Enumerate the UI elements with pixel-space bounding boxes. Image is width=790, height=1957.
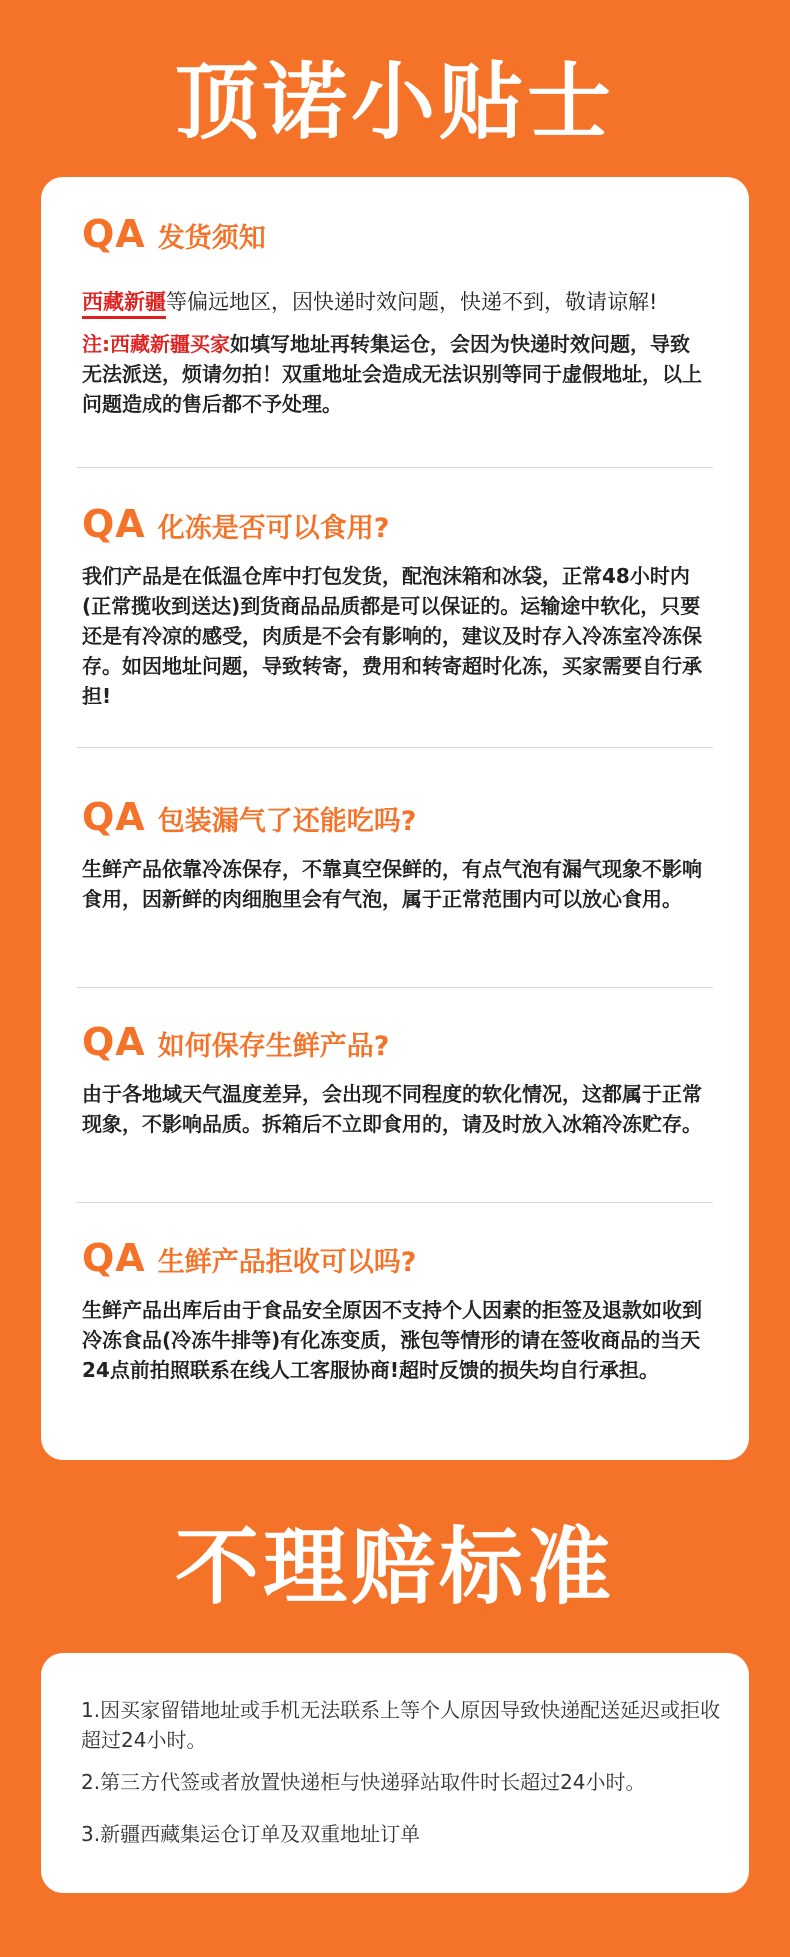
region-highlight: 西藏新疆 — [82, 290, 166, 319]
qa-mark: QA — [82, 1236, 146, 1280]
divider — [77, 467, 713, 468]
qa-card — [41, 177, 749, 1460]
qa-mark: QA — [82, 795, 146, 839]
qa-title: 化冻是否可以食用? — [157, 513, 390, 544]
qa-note — [82, 329, 708, 419]
qa-mark: QA — [82, 1020, 146, 1064]
qa-title: 包装漏气了还能吃吗? — [157, 806, 417, 837]
qa-mark: QA — [82, 502, 146, 546]
qa-item-leak — [82, 795, 708, 914]
rule-item: 3.新疆西藏集运仓订单及双重地址订单 — [81, 1822, 421, 1846]
qa-body: 生鲜产品出库后由于食品安全原因不支持个人因素的拒签及退款如收到冷冻食品(冷冻牛排等)有化冻变质，涨包等情形的请在签收商品的当天24点前拍照联系在线人工客服协商!超时反馈的损失均自行承担。 — [82, 1298, 702, 1382]
qa-body: 由于各地域天气温度差异，会出现不同程度的软化情况，这都属于正常现象，不影响品质。拆箱后不立即食用的，请及时放入冰箱冷冻贮存。 — [82, 1082, 702, 1136]
qa-title: 发货须知 — [157, 223, 266, 254]
qa-body: 生鲜产品依靠冷冻保存，不靠真空保鲜的，有点气泡有漏气现象不影响食用，因新鲜的肉细胞里会有气泡，属于正常范围内可以放心食用。 — [82, 857, 702, 911]
qa-line — [82, 287, 708, 317]
qa-item-shipping — [82, 212, 708, 419]
note-text: 如填写地址再转集运仓，会因为快递时效问题，导致无法派送，烦请勿拍！双重地址会造成无法识别等同于虚假地址，以上问题造成的售后都不予处理。 — [82, 332, 702, 416]
qa-title: 如何保存生鲜产品? — [157, 1031, 390, 1062]
qa-mark: QA — [82, 212, 146, 256]
note-highlight: 注:西藏新疆买家 — [82, 332, 230, 356]
qa-title: 生鲜产品拒收可以吗? — [157, 1247, 417, 1278]
divider — [77, 987, 713, 988]
qa-text: 等偏远地区，因快递时效问题，快递不到，敬请谅解! — [166, 290, 658, 314]
qa-body: 我们产品是在低温仓库中打包发货，配泡沫箱和冰袋，正常48小时内(正常揽收到送达)到货商品品质都是可以保证的。运输途中软化，只要还是有冷凉的感受，肉质是不会有影响的，建议及时存入冷冻室冷冻保存。如因地址问题，导致转寄，费用和转寄超时化冻，买家需要自行承担! — [82, 564, 702, 708]
qa-item-reject — [82, 1236, 708, 1385]
qa-item-thaw — [82, 502, 708, 711]
rules-card — [41, 1653, 749, 1893]
no-claim-title: 不理赔标准 — [174, 1518, 615, 1616]
rule-item: 2.第三方代签或者放置快递柜与快递驿站取件时长超过24小时。 — [81, 1770, 646, 1794]
qa-item-storage — [82, 1020, 708, 1139]
tips-title: 顶诺小贴士 — [174, 53, 615, 151]
rule-item: 1.因买家留错地址或手机无法联系上等个人原因导致快递配送延迟或拒收超过24小时。 — [81, 1698, 721, 1752]
divider — [77, 747, 713, 748]
divider — [77, 1202, 713, 1203]
